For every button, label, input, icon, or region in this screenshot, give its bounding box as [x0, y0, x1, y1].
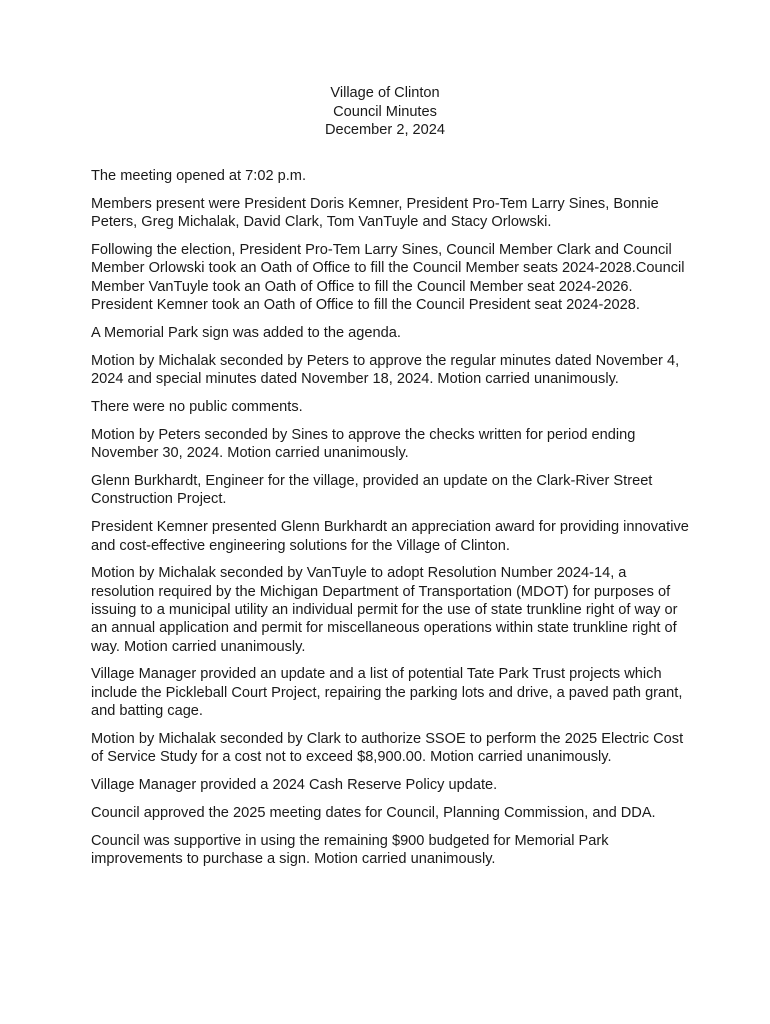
- paragraph-public-comments: There were no public comments.: [91, 398, 303, 415]
- document-header: [0, 84, 770, 140]
- paragraph-checks-approval: Motion by Peters seconded by Sines to approve the checks written for period ending November 30, 2024. Motion carried unanimously.: [91, 426, 636, 462]
- paragraph-appreciation-award: President Kemner presented Glenn Burkhardt an appreciation award for providing innovative and cost-effective engineering solutions for the Village of Clinton.: [91, 519, 689, 554]
- paragraph-cash-reserve-policy: Village Manager provided a 2024 Cash Reserve Policy update.: [91, 777, 498, 794]
- paragraph-minutes-approval: Motion by Michalak seconded by Peters to approve the regular minutes dated November 4, 2024 and special minutes dated November 18, 2024. Motion carried unanimously.: [91, 352, 680, 388]
- paragraph-oath-of-office: Following the election, President Pro-Tem Larry Sines, Council Member Clark and Council Member Orlowski took an Oath of Office to fill the Council Member seats 2024-2028.Council Member VanTuyle took an Oath of Office to fill the Council Member seat 2024-2026. President Kemner took an Oath of Office to fill the Council President seat 2024-2028.: [91, 242, 685, 313]
- paragraph-memorial-park-sign: Council was supportive in using the remaining $900 budgeted for Memorial Park improvements to purchase a sign. Motion carried unanimously.: [91, 832, 609, 868]
- paragraph-meeting-dates: Council approved the 2025 meeting dates for Council, Planning Commission, and DDA.: [91, 805, 656, 822]
- paragraph-resolution-2024-14: Motion by Michalak seconded by VanTuyle to adopt Resolution Number 2024-14, a resolution required by the Michigan Department of Transportation (MDOT) for purposes of issuing to a municipal utility an individual permit for the use of state trunkline right of way or an annual application and permit for miscellaneous operations within state trunkline right of way. Motion carried unanimously.: [91, 565, 678, 655]
- paragraph-members-present: Members present were President Doris Kemner, President Pro-Tem Larry Sines, Bonnie Peters, Greg Michalak, David Clark, Tom VanTuyle and Stacy Orlowski.: [91, 195, 659, 231]
- paragraph-ssoe-study: Motion by Michalak seconded by Clark to authorize SSOE to perform the 2025 Electric Cost of Service Study for a cost not to exceed $8,900.00. Motion carried unanimously.: [91, 730, 684, 766]
- paragraph-agenda-addition: A Memorial Park sign was added to the agenda.: [91, 324, 401, 341]
- minutes-body: [91, 167, 691, 878]
- paragraph-tate-park-projects: Village Manager provided an update and a list of potential Tate Park Trust projects which include the Pickleball Court Project, repairing the parking lots and drive, a paved path grant, and batting cage.: [91, 666, 683, 720]
- document-type: Council Minutes: [333, 103, 437, 120]
- paragraph-meeting-opened: The meeting opened at 7:02 p.m.: [91, 168, 306, 184]
- paragraph-construction-update: Glenn Burkhardt, Engineer for the village, provided an update on the Clark-River Street Construction Project.: [91, 473, 653, 508]
- village-name: Village of Clinton: [330, 85, 440, 101]
- meeting-date: December 2, 2024: [324, 122, 446, 138]
